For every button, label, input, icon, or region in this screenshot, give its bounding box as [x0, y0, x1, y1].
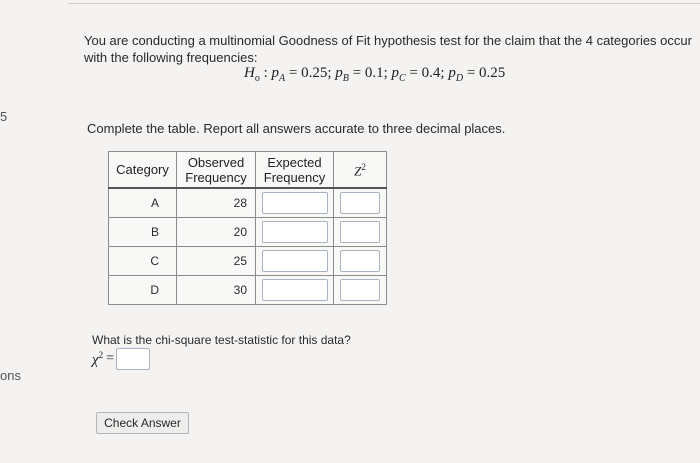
hypothesis-colon: :: [259, 65, 272, 81]
proportion-subscript: C: [399, 73, 406, 84]
hypothesis-terms: [271, 65, 506, 84]
chi-letter: χ: [92, 351, 99, 368]
hypothesis-subscript: o: [254, 73, 260, 84]
hypothesis-term: [271, 65, 336, 84]
left-panel-fragment-text: ons: [0, 368, 21, 383]
equals-sign: =: [463, 65, 480, 81]
table-row: [109, 218, 387, 247]
table-header-row: [109, 152, 387, 189]
equals-sign: =: [348, 65, 365, 81]
category-cell: D: [109, 276, 177, 305]
frequency-table: [108, 151, 387, 305]
header-category: Category: [109, 152, 177, 189]
observed-cell: 28: [177, 188, 256, 218]
category-cell: C: [109, 247, 177, 276]
table-row: [109, 247, 387, 276]
equals-sign: =: [405, 65, 422, 81]
proportion-variable: p: [335, 65, 343, 81]
chi-square-input[interactable]: [116, 348, 150, 370]
table-row: [109, 188, 387, 218]
header-observed: [177, 152, 256, 189]
proportion-variable: p: [271, 65, 280, 81]
hypothesis-term: [335, 65, 392, 84]
expected-input-c[interactable]: [262, 250, 328, 272]
header-observed-line2: Frequency: [185, 169, 247, 185]
z-squared-input-d[interactable]: [340, 279, 380, 301]
expected-cell: [256, 218, 334, 247]
hypothesis-term: [448, 65, 506, 84]
category-cell: A: [109, 188, 177, 218]
term-separator: ;: [327, 65, 336, 81]
check-answer-button[interactable]: Check Answer: [96, 412, 189, 434]
proportion-variable: p: [448, 65, 456, 81]
proportion-subscript: D: [455, 73, 464, 84]
z-cell: [334, 218, 387, 247]
expected-input-a[interactable]: [262, 192, 328, 214]
header-z: Z: [354, 163, 362, 179]
proportion-variable: p: [391, 65, 400, 81]
term-separator: ;: [440, 65, 449, 81]
header-z-squared: [334, 152, 387, 189]
observed-cell: 25: [177, 247, 256, 276]
category-cell: B: [109, 218, 177, 247]
header-z-exponent: 2: [361, 162, 366, 173]
chi-exponent: 2: [98, 349, 104, 360]
hypothesis-term: [391, 65, 449, 84]
hypothesis-symbol: H: [244, 65, 255, 81]
proportion-subscript: B: [342, 73, 349, 84]
expected-cell: [256, 188, 334, 218]
equals-sign: =: [285, 65, 302, 81]
proportion-value: 0.25: [479, 65, 506, 81]
table-row: [109, 276, 387, 305]
top-divider: [68, 3, 700, 4]
observed-cell: 20: [177, 218, 256, 247]
expected-cell: [256, 276, 334, 305]
z-cell: [334, 247, 387, 276]
z-squared-input-a[interactable]: [340, 192, 380, 214]
equals-sign: =: [106, 351, 115, 366]
chi-square-answer-row: [92, 347, 150, 371]
proportion-value: 0.4: [421, 65, 441, 81]
chi-symbol: [92, 350, 103, 369]
expected-input-b[interactable]: [262, 221, 328, 243]
z-cell: [334, 276, 387, 305]
chi-square-question: What is the chi-square test-statistic for this data?: [92, 333, 351, 347]
header-expected-line2: Frequency: [263, 169, 326, 185]
z-squared-input-b[interactable]: [340, 221, 380, 243]
z-squared-input-c[interactable]: [340, 250, 380, 272]
proportion-value: 0.25: [301, 65, 328, 81]
header-expected-line1: Expected: [267, 154, 322, 170]
instruction-text: Complete the table. Report all answers accurate to three decimal places.: [87, 121, 506, 136]
null-hypothesis: [244, 65, 505, 84]
proportion-subscript: A: [279, 73, 286, 84]
observed-cell: 30: [177, 276, 256, 305]
expected-input-d[interactable]: [262, 279, 328, 301]
term-separator: ;: [383, 65, 392, 81]
left-panel-fragment-number: 5: [0, 109, 8, 124]
z-cell: [334, 188, 387, 218]
expected-cell: [256, 247, 334, 276]
header-observed-line1: Observed: [187, 154, 245, 170]
header-expected: [256, 152, 334, 189]
proportion-value: 0.1: [364, 65, 384, 81]
problem-intro: You are conducting a multinomial Goodness of Fit hypothesis test for the claim that the 4 categories occur with the following frequencies:: [84, 33, 692, 65]
